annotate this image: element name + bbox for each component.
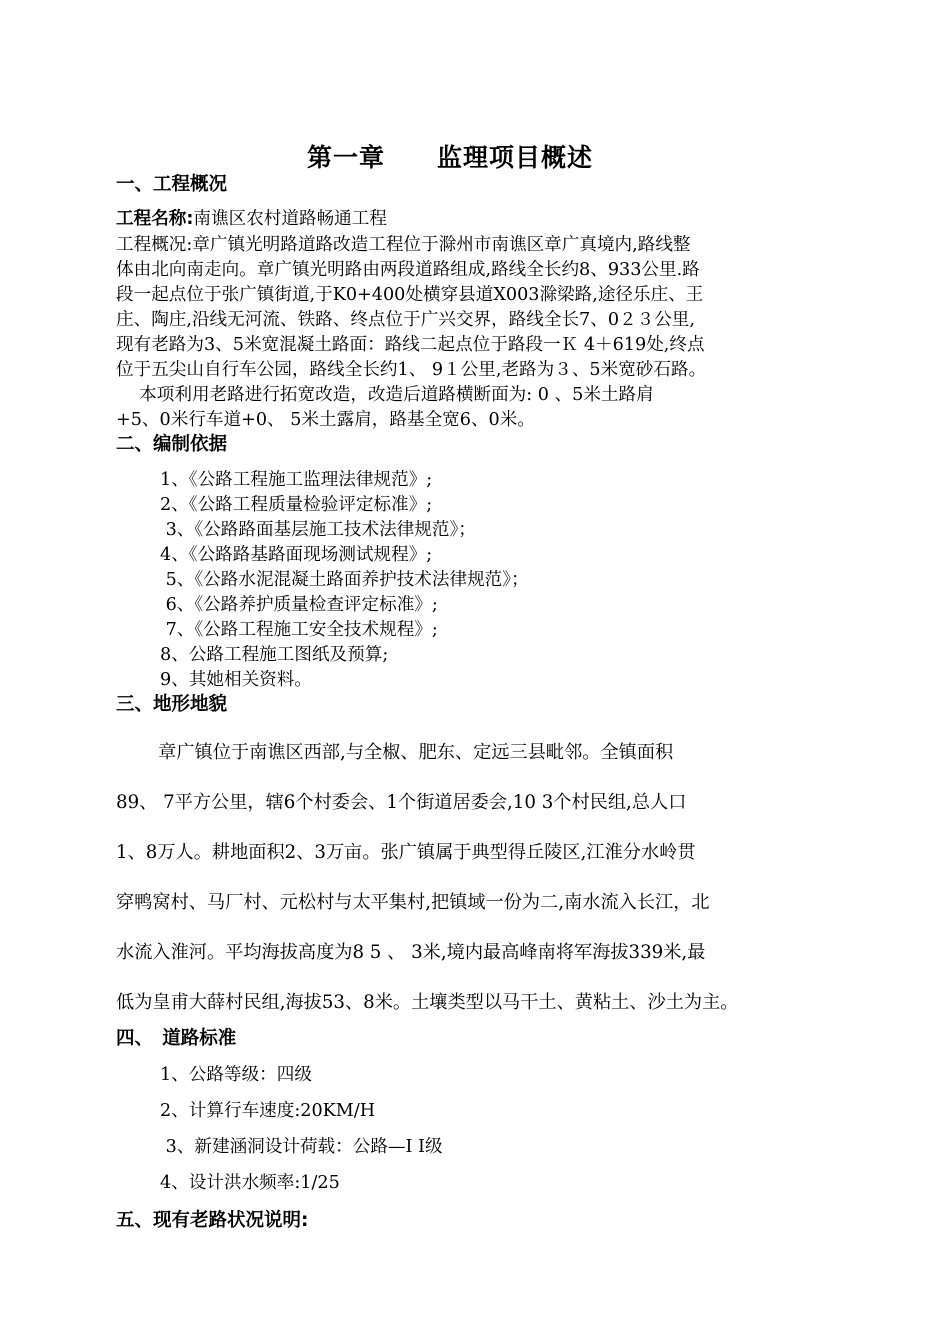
basis-item: 9、其她相关资料。 bbox=[160, 670, 312, 690]
overview-line: 工程概况:章广镇光明路道路改造工程位于滁州市南谯区章广真境内,路线整 bbox=[116, 235, 691, 255]
terrain-line: 低为皇甫大薛村民组,海拔53、8米。土壤类型以马干土、黄粘土、沙土为主。 bbox=[116, 992, 739, 1013]
overview-line: 段一起点位于张广镇街道,于K0+400处横穿县道X003滁梁路,途径乐庄、王 bbox=[116, 285, 704, 305]
basis-item: 2、《公路工程质量检验评定标准》; bbox=[160, 495, 433, 515]
terrain-line: 水流入淮河。平均海拔高度为8 5 、 3米,境内最高峰南将军海拔339米,最 bbox=[116, 942, 706, 963]
section-heading-standards: 四、 道路标准 bbox=[116, 1028, 237, 1049]
basis-item: 1、《公路工程施工监理法律规范》; bbox=[160, 470, 433, 490]
basis-item: 7、《公路工程施工安全技术规程》; bbox=[160, 620, 438, 640]
project-name-value: 南谯区农村道路畅通工程 bbox=[193, 209, 387, 229]
section-heading-terrain: 三、地形地貌 bbox=[116, 694, 228, 715]
overview-line: +5、0米行车道+0、 5米土露肩，路基全宽6、0米。 bbox=[116, 410, 535, 430]
standard-item: 2、计算行车速度:20KM/H bbox=[160, 1101, 376, 1121]
basis-item: 4、《公路路基路面现场测试规程》; bbox=[160, 545, 433, 565]
basis-item: 3、《公路路面基层施工技术法律规范》； bbox=[160, 520, 476, 540]
overview-line: 体由北向南走向。章广镇光明路由两段道路组成,路线全长约8、933公里.路 bbox=[116, 260, 700, 280]
terrain-line: 1、8万人。耕地面积2、3万亩。张广镇属于典型得丘陵区,江淮分水岭贯 bbox=[116, 842, 696, 863]
standard-item: 4、设计洪水频率:1/25 bbox=[160, 1173, 340, 1193]
terrain-line: 章广镇位于南谯区西部,与全椒、肥东、定远三县毗邻。全镇面积 bbox=[116, 742, 674, 763]
section-heading-basis: 二、编制依据 bbox=[116, 434, 228, 455]
basis-item: 6、《公路养护质量检查评定标准》; bbox=[160, 595, 438, 615]
project-name-label: 工程名称: bbox=[116, 209, 194, 229]
terrain-line: 89、 7平方公里，辖6个村委会、1个街道居委会,10 3个村民组,总人口 bbox=[116, 792, 687, 813]
terrain-line: 穿鸭窝村、马厂村、元松村与太平集村,把镇域一份为二,南水流入长江，北 bbox=[116, 892, 710, 913]
chapter-title: 第一章 监理项目概述 bbox=[306, 143, 593, 172]
basis-item: 5、《公路水泥混凝土路面养护技术法律规范》； bbox=[160, 570, 529, 590]
project-name-line bbox=[116, 205, 387, 230]
standard-item: 1、公路等级：四级 bbox=[160, 1065, 312, 1085]
standard-item: 3、新建涵洞设计荷载：公路—I I级 bbox=[160, 1137, 443, 1157]
basis-item: 8、公路工程施工图纸及预算; bbox=[160, 645, 389, 665]
overview-line: 庄、陶庄,沿线无河流、铁路、终点位于广兴交界，路线全长7、0２３公里, bbox=[116, 310, 695, 330]
overview-line: 本项利用老路进行拓宽改造，改造后道路横断面为: 0 、5米土路肩 bbox=[116, 385, 654, 405]
section-heading-overview: 一、工程概况 bbox=[116, 174, 228, 195]
overview-line: 位于五尖山自行车公园，路线全长约1、 9１公里,老路为３、5米宽砂石路。 bbox=[116, 360, 707, 380]
section-heading-existing-road: 五、现有老路状况说明: bbox=[116, 1210, 309, 1231]
overview-line: 现有老路为3、5米宽混凝土路面：路线二起点位于路段一Ｋ 4＋619处,终点 bbox=[116, 335, 705, 355]
